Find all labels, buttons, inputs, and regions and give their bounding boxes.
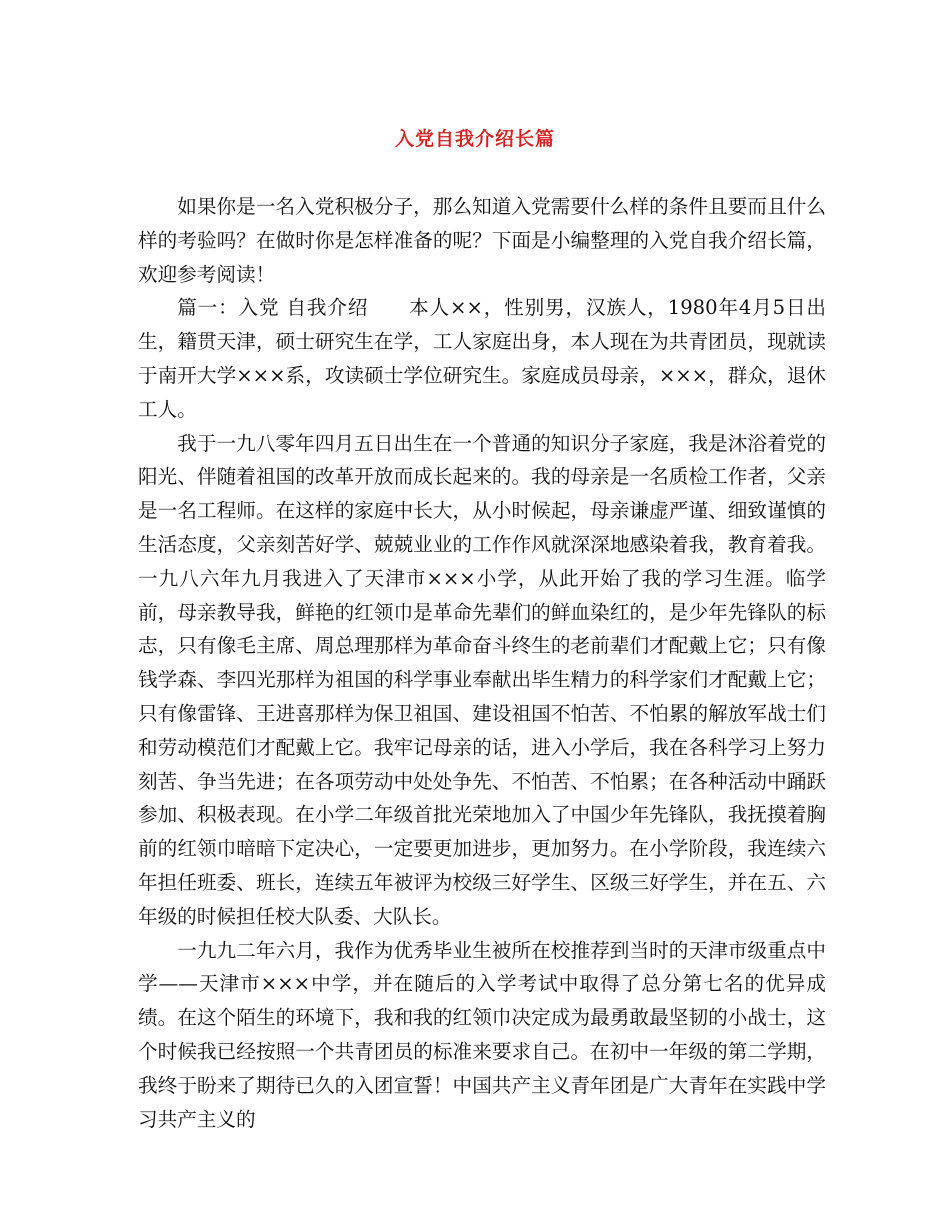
document-title: 入党自我介绍长篇: [394, 128, 555, 150]
paragraph-childhood: 我于一九八零年四月五日出生在一个普通的知识分子家庭，我是沐浴着党的阳光、伴随着祖国的改革开放而成长起来的。我的母亲是一名质检工作者，父亲是一名工程师。在这样的家庭中长大，从小时候起，母亲谦虚严谨、细致谨慎的生活态度，父亲刻苦好学、兢兢业业的工作作风就深深地感染着我，教育着我。一九八六年九月我进入了天津市×××小学，从此开始了我的学习生涯。临学前，母亲教导我，鲜艳的红领巾是革命先辈们的鲜血染红的，是少年先锋队的标志，只有像毛主席、周总理那样为革命奋斗终生的老前辈们才配戴上它；只有像钱学森、李四光那样为祖国的科学事业奉献出毕生精力的科学家们才配戴上它；只有像雷锋、王进喜那样为保卫祖国、建设祖国不怕苦、不怕累的解放军战士们和劳动模范们才配戴上它。我牢记母亲的话，进入小学后，我在各科学习上努力刻苦、争当先进；在各项劳动中处处争先、不怕苦、不怕累；在各种活动中踊跃参加、积极表现。在小学二年级首批光荣地加入了中国少年先锋队，我抚摸着胸前的红领巾暗暗下定决心，一定要更加进步，更加努力。在小学阶段，我连续六年担任班委、班长，连续五年被评为校级三好学生、区级三好学生，并在五、六年级的时候担任校大队委、大队长。: [138, 431, 826, 928]
paragraph-intro: 如果你是一名入党积极分子，那么知道入党需要什么样的条件且要而且什么样的考验吗？在做时你是怎样准备的呢？下面是小编整理的入党自我介绍长篇，欢迎参考阅读！: [138, 195, 826, 286]
paragraph-profile: 篇一：入党 自我介绍 本人××，性别男，汉族人，1980年4月5日出生，籍贯天津，硕士研究生在学，工人家庭出身，本人现在为共青团员，现就读于南开大学×××系，攻读硕士学位研究生。家庭成员母亲，×××，群众，退休工人。: [138, 296, 826, 421]
paragraph-middle-school: 一九九二年六月，我作为优秀毕业生被所在校推荐到当时的天津市级重点中学——天津市×××中学，并在随后的入学考试中取得了总分第七名的优异成绩。在这个陌生的环境下，我和我的红领巾决定成为最勇敢最坚韧的小战士，这个时候我已经按照一个共青团员的标准来要求自己。在初中一年级的第二学期，我终于盼来了期待已久的入团宣誓！中国共产主义青年团是广大青年在实践中学习共产主义的: [138, 938, 826, 1131]
document-body: [138, 190, 826, 1136]
